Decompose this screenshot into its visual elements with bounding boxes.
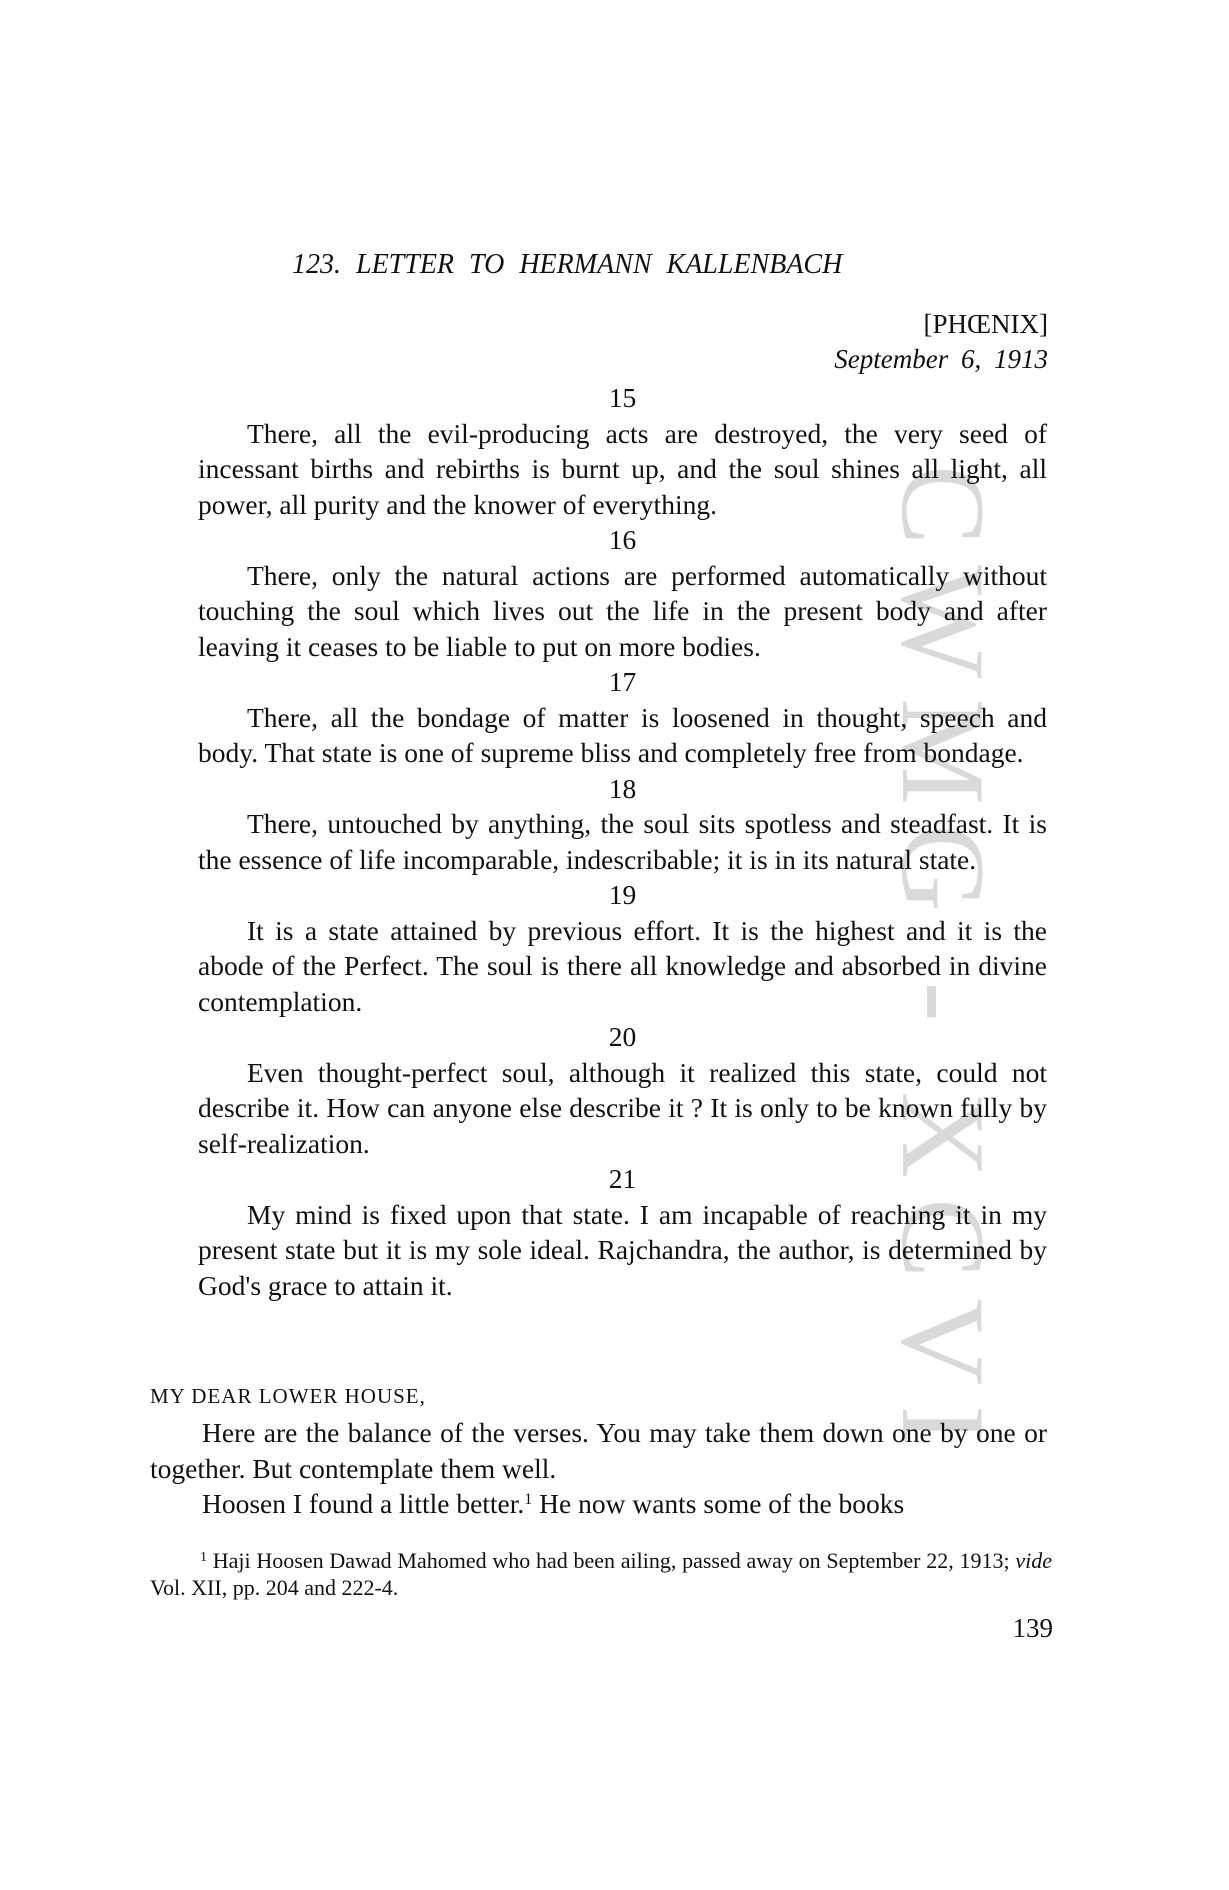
verse-text: There, untouched by anything, the soul sits spotless and steadfast. It is the essence of life incomparable, indescribable; it is in its natural state. (198, 808, 1047, 875)
verses-block (198, 380, 1047, 1303)
verse-number: 20 (608, 1021, 637, 1052)
verse (198, 771, 1047, 878)
watermark: CWMG - XCVI (877, 465, 1010, 1465)
verse (198, 1161, 1047, 1303)
paragraph-text: He now wants some of the books (532, 1488, 905, 1519)
verse-text: There, all the evil-producing acts are destroyed, the very seed of incessant births and rebirths is burnt up, and the soul shines all light, all power, all purity and the knower of everything. (198, 417, 1047, 520)
footnote-italic: vide (1015, 1548, 1052, 1573)
footnote-body: Vol. XII, pp. 204 and 222-4. (150, 1575, 399, 1600)
footnote-reference: 1 (524, 1491, 533, 1508)
verse-text: My mind is fixed upon that state. I am incapable of reaching it in my present state but it is my sole ideal. Rajchandra, the author, is determined by God's grace to attain it. (198, 1198, 1047, 1301)
place-line: [PHŒNIX] (923, 309, 1048, 339)
footnote-marker: 1 (200, 1550, 207, 1565)
footnote (150, 1547, 1052, 1601)
verse-text: Even thought-perfect soul, although it realized this state, could not describe it. How can anyone else describe it ? It is only to be known fully by self-realization. (198, 1056, 1047, 1159)
verse (198, 522, 1047, 664)
verse-number: 18 (608, 772, 637, 804)
letter-body (150, 1415, 1047, 1522)
letter-paragraph (150, 1486, 1047, 1522)
letter-title: 123. LETTER TO HERMANN KALLENBACH (292, 249, 843, 280)
verse (198, 380, 1047, 522)
verse-number: 15 (608, 382, 637, 413)
verse-number: 16 (608, 524, 637, 555)
salutation: MY DEAR LOWER HOUSE, (150, 1384, 426, 1408)
verse-text: There, all the bondage of matter is loosened in thought, speech and body. That state is one of supreme bliss and completely free from bondage. (198, 701, 1047, 768)
verse-text: It is a state attained by previous effort. It is the highest and it is the abode of the Perfect. The soul is there all knowledge and absorbed in divine contemplation. (198, 914, 1047, 1017)
verse-number: 17 (608, 666, 637, 697)
place-name: PHŒNIX (932, 309, 1039, 339)
date-line: September 6, 1913 (834, 344, 1048, 374)
page-number: 139 (1012, 1613, 1053, 1643)
verse (198, 1019, 1047, 1161)
verse-number: 21 (608, 1163, 637, 1194)
verse (198, 877, 1047, 1019)
verse-number: 19 (608, 879, 637, 910)
verse (198, 664, 1047, 771)
footnote-text (150, 1547, 1052, 1601)
letter-paragraph: Here are the balance of the verses. You may take them down one by one or together. But contemplate them well. (150, 1417, 1047, 1484)
paragraph-text: Hoosen I found a little better. (202, 1488, 525, 1519)
footnote-body: Haji Hoosen Dawad Mahomed who had been ailing, passed away on September 22, 1913; (207, 1548, 1016, 1573)
verse-text: There, only the natural actions are performed automatically without touching the soul which lives out the life in the present body and after leaving it ceases to be liable to put on more bodies. (198, 559, 1047, 662)
